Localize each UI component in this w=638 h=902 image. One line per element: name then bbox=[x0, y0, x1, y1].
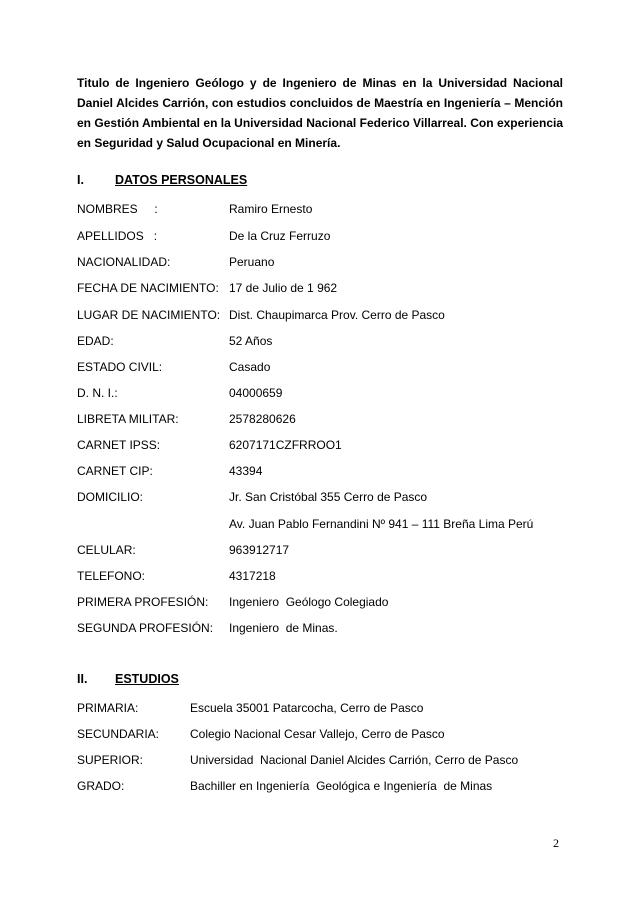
section-title: DATOS PERSONALES bbox=[115, 173, 248, 187]
field-label: EDAD: bbox=[77, 334, 114, 348]
field-label: LUGAR DE NACIMIENTO: bbox=[77, 308, 221, 322]
field-value: Casado bbox=[229, 360, 271, 374]
field-label: SEGUNDA PROFESIÓN: bbox=[77, 621, 214, 635]
field-value: 4317218 bbox=[229, 569, 276, 583]
field-row bbox=[77, 516, 563, 532]
field-value: 2578280626 bbox=[229, 412, 296, 426]
field-value: 6207171CZFRROO1 bbox=[229, 438, 342, 452]
field-label: FECHA DE NACIMIENTO: bbox=[77, 281, 219, 295]
field-row bbox=[77, 385, 563, 401]
field-row bbox=[77, 254, 563, 270]
field-row bbox=[77, 568, 563, 584]
field-label: CARNET CIP: bbox=[77, 464, 153, 478]
study-row bbox=[77, 778, 563, 794]
field-row bbox=[77, 333, 563, 349]
field-value: 963912717 bbox=[229, 543, 290, 557]
study-label: PRIMARIA: bbox=[77, 701, 139, 715]
study-row bbox=[77, 726, 563, 742]
field-row bbox=[77, 280, 563, 296]
section-title: ESTUDIOS bbox=[115, 672, 179, 686]
field-label: PRIMERA PROFESIÓN: bbox=[77, 595, 209, 609]
field-row bbox=[77, 463, 563, 479]
field-row bbox=[77, 201, 563, 217]
field-label: D. N. I.: bbox=[77, 386, 118, 400]
study-label: GRADO: bbox=[77, 779, 125, 793]
field-value: Ingeniero de Minas. bbox=[229, 621, 338, 635]
field-label: NACIONALIDAD: bbox=[77, 255, 171, 269]
field-label: TELEFONO: bbox=[77, 569, 146, 583]
field-row bbox=[77, 307, 563, 323]
field-label: DOMICILIO: bbox=[77, 490, 144, 504]
study-value: Escuela 35001 Patarcocha, Cerro de Pasco bbox=[190, 701, 424, 715]
field-value: 52 Años bbox=[229, 334, 273, 348]
field-row bbox=[77, 228, 563, 244]
field-value: Jr. San Cristóbal 355 Cerro de Pasco bbox=[229, 490, 428, 504]
field-value: 43394 bbox=[229, 464, 263, 478]
field-row bbox=[77, 411, 563, 427]
field-value: 17 de Julio de 1 962 bbox=[229, 281, 338, 295]
study-value: Colegio Nacional Cesar Vallejo, Cerro de Pasco bbox=[190, 727, 445, 741]
field-value: Ramiro Ernesto bbox=[229, 202, 313, 216]
field-label: APELLIDOS : bbox=[77, 229, 158, 243]
study-value: Bachiller en Ingeniería Geológica e Ingeniería de Minas bbox=[190, 779, 493, 793]
field-label: CELULAR: bbox=[77, 543, 136, 557]
page-number: 2 bbox=[553, 836, 559, 850]
intro-paragraph: Titulo de Ingeniero Geólogo y de Ingeniero de Minas en la Universidad Nacional Daniel Alcides Carrión, con estudios concluidos de Maestría en Ingeniería – Mención en Gestión Ambiental en la Universidad Nacional Federico Villarreal. Con experiencia en Seguridad y Salud Ocupacional en Minería. bbox=[77, 76, 563, 150]
field-label: LIBRETA MILITAR: bbox=[77, 412, 179, 426]
field-value: Dist. Chaupimarca Prov. Cerro de Pasco bbox=[229, 308, 445, 322]
section-number: II. bbox=[77, 672, 88, 686]
field-value: 04000659 bbox=[229, 386, 283, 400]
section-personal-heading bbox=[77, 173, 247, 187]
field-value: Av. Juan Pablo Fernandini Nº 941 – 111 Breña Lima Perú bbox=[229, 517, 534, 531]
section-number: I. bbox=[77, 173, 84, 187]
field-value: Peruano bbox=[229, 255, 275, 269]
study-row bbox=[77, 700, 563, 716]
field-row bbox=[77, 620, 563, 636]
field-row bbox=[77, 542, 563, 558]
field-label: NOMBRES : bbox=[77, 202, 158, 216]
study-label: SECUNDARIA: bbox=[77, 727, 160, 741]
study-row bbox=[77, 752, 563, 768]
section-studies-heading bbox=[77, 672, 179, 686]
field-value: De la Cruz Ferruzo bbox=[229, 229, 331, 243]
study-label: SUPERIOR: bbox=[77, 753, 144, 767]
study-value: Universidad Nacional Daniel Alcides Carrión, Cerro de Pasco bbox=[190, 753, 519, 767]
field-row bbox=[77, 359, 563, 375]
field-label: ESTADO CIVIL: bbox=[77, 360, 163, 374]
field-label: CARNET IPSS: bbox=[77, 438, 161, 452]
field-row bbox=[77, 489, 563, 505]
field-row bbox=[77, 594, 563, 610]
field-row bbox=[77, 437, 563, 453]
field-value: Ingeniero Geólogo Colegiado bbox=[229, 595, 389, 609]
